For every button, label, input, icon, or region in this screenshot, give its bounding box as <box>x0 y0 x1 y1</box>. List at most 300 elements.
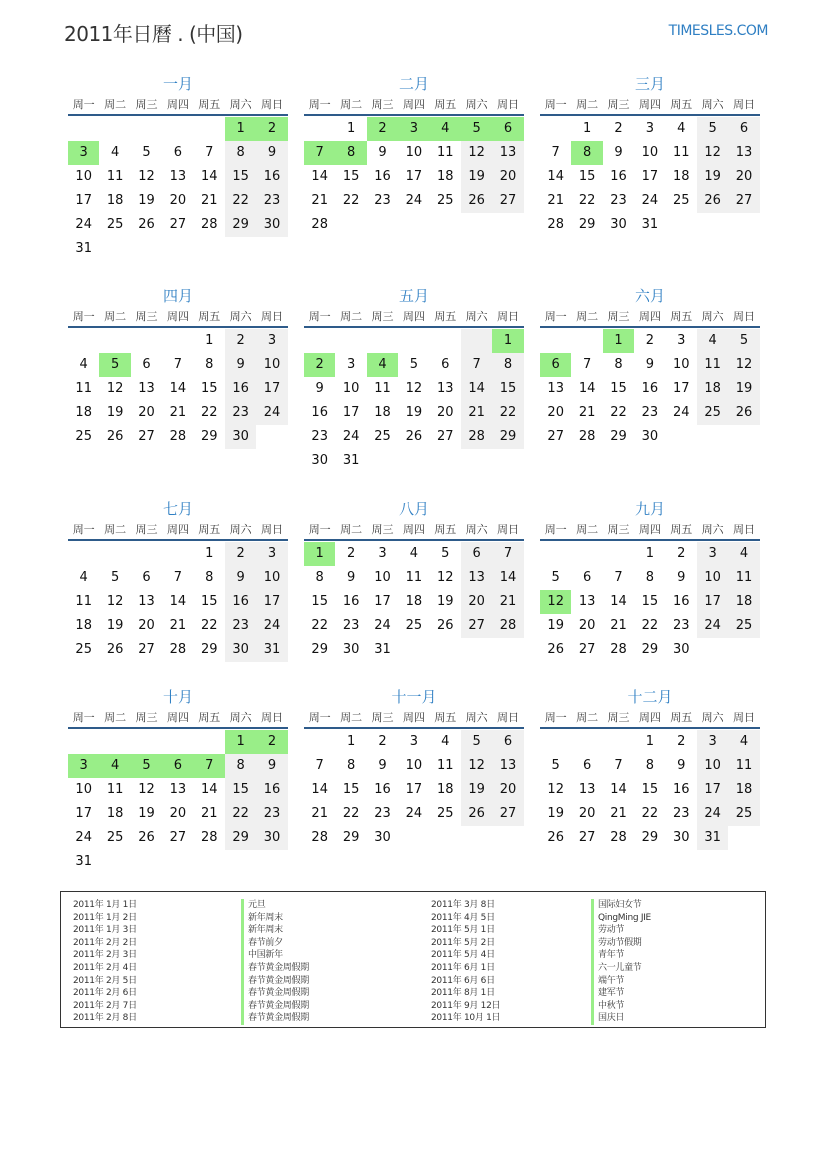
day-cell: 4 <box>677 121 686 136</box>
legend-holiday-name: 春节黄金周假期 <box>241 1012 309 1025</box>
empty-cell <box>256 850 287 874</box>
day-cell: 23 <box>672 618 690 633</box>
week-row <box>304 614 524 638</box>
weekday-label: 周六 <box>701 98 724 111</box>
week-row <box>68 141 288 165</box>
day-cell: 15 <box>225 165 256 189</box>
empty-cell <box>131 117 162 141</box>
empty-cell <box>99 730 130 754</box>
day-cell: 5 <box>697 117 728 141</box>
weekday-label: 周三 <box>135 711 158 724</box>
empty-cell <box>571 730 602 754</box>
day-cell: 29 <box>578 217 596 232</box>
week-row <box>68 189 288 213</box>
day-cell: 1 <box>645 734 654 749</box>
day-cell: 29 <box>200 642 218 657</box>
weekday-header <box>540 307 760 328</box>
day-cell: 26 <box>405 429 423 444</box>
day-cell: 17 <box>374 594 391 609</box>
empty-cell <box>335 329 366 353</box>
weekday-label: 周三 <box>607 310 630 323</box>
day-cell: 11 <box>728 566 759 590</box>
week-row <box>304 566 524 590</box>
week-row <box>304 141 524 165</box>
weekday-label: 周二 <box>340 310 363 323</box>
day-cell: 28 <box>547 217 564 232</box>
empty-cell <box>398 449 429 473</box>
day-cell: 20 <box>169 193 187 208</box>
day-cell: 15 <box>200 381 218 396</box>
day-cell: 19 <box>461 778 492 802</box>
week-row <box>540 353 760 377</box>
day-cell: 22 <box>200 618 218 633</box>
day-cell: 3 <box>697 730 728 754</box>
legend-holiday-name: 春节黄金周假期 <box>241 1000 309 1013</box>
day-cell: 10 <box>374 570 391 585</box>
day-cell: 25 <box>436 193 454 208</box>
day-cell: 6 <box>582 758 592 773</box>
day-cell: 26 <box>461 189 492 213</box>
day-cell: 14 <box>200 169 218 184</box>
day-cell: 18 <box>374 405 391 420</box>
day-cell: 21 <box>492 590 523 614</box>
weekday-label: 周五 <box>670 523 693 536</box>
day-cell: 4 <box>367 353 398 377</box>
day-cell: 4 <box>99 754 130 778</box>
weekday-label: 周一 <box>308 98 331 111</box>
day-cell: 14 <box>311 782 328 797</box>
weekday-label: 周二 <box>104 523 127 536</box>
week-row <box>540 542 760 566</box>
weekday-label: 周一 <box>72 310 95 323</box>
day-cell: 11 <box>106 782 124 797</box>
month-name: 二月 <box>398 75 429 93</box>
month-name: 六月 <box>634 287 665 305</box>
day-cell: 31 <box>697 826 728 850</box>
day-cell: 31 <box>75 854 92 869</box>
day-cell: 7 <box>582 357 592 372</box>
day-cell: 14 <box>547 169 564 184</box>
empty-cell <box>430 449 461 473</box>
day-cell: 8 <box>571 141 602 165</box>
day-cell: 24 <box>641 193 659 208</box>
day-cell: 26 <box>436 618 454 633</box>
empty-cell <box>99 542 130 566</box>
legend-date: 2011年 3月 8日 <box>431 900 495 910</box>
empty-cell <box>571 329 602 353</box>
day-cell: 10 <box>697 754 728 778</box>
day-cell: 4 <box>430 117 461 141</box>
month-name: 十月 <box>162 688 193 706</box>
weekday-label: 周日 <box>497 310 520 323</box>
day-cell: 13 <box>138 594 155 609</box>
weekday-label: 周六 <box>701 310 724 323</box>
weekday-label: 周四 <box>166 711 189 724</box>
day-cell: 17 <box>697 778 728 802</box>
weekday-label: 周五 <box>434 310 457 323</box>
weekday-header <box>540 520 760 541</box>
day-cell: 6 <box>441 357 450 372</box>
weekday-label: 周二 <box>104 310 127 323</box>
week-row <box>304 754 524 778</box>
day-cell: 8 <box>645 758 654 773</box>
day-cell: 9 <box>315 381 324 396</box>
day-cell: 15 <box>311 594 328 609</box>
day-cell: 3 <box>346 357 356 372</box>
day-cell: 13 <box>169 782 187 797</box>
weekday-label: 周四 <box>166 310 189 323</box>
week-row <box>304 590 524 614</box>
day-cell: 19 <box>697 165 728 189</box>
legend-names-column <box>241 899 309 1025</box>
day-cell: 4 <box>728 542 759 566</box>
day-cell: 27 <box>436 429 454 444</box>
weekday-label: 周日 <box>261 711 284 724</box>
weekday-label: 周五 <box>198 310 221 323</box>
day-cell: 10 <box>672 357 690 372</box>
day-cell: 21 <box>169 405 187 420</box>
day-cell: 15 <box>492 377 523 401</box>
day-cell: 11 <box>728 754 759 778</box>
empty-cell <box>99 117 130 141</box>
legend-holiday-name: 新年周末 <box>241 912 309 925</box>
day-cell: 9 <box>677 570 686 585</box>
day-cell: 12 <box>405 381 423 396</box>
day-cell: 26 <box>138 217 155 232</box>
legend-holiday-name: 六一儿童节 <box>591 962 651 975</box>
day-cell: 2 <box>645 333 654 348</box>
day-cell: 24 <box>672 405 690 420</box>
day-cell: 3 <box>697 542 728 566</box>
day-cell: 1 <box>346 121 356 136</box>
day-cell: 16 <box>225 590 256 614</box>
day-cell: 29 <box>492 425 523 449</box>
weekday-label: 周四 <box>402 310 425 323</box>
legend-date: 2011年 2月 4日 <box>73 962 137 973</box>
month-name: 十二月 <box>627 688 673 706</box>
day-cell: 26 <box>106 642 124 657</box>
day-cell: 18 <box>106 806 124 821</box>
day-cell: 20 <box>169 806 187 821</box>
day-cell: 20 <box>436 405 454 420</box>
day-cell: 16 <box>374 169 391 184</box>
legend-date: 2011年 1月 2日 <box>73 912 137 923</box>
day-cell: 12 <box>106 594 124 609</box>
day-cell: 6 <box>142 357 151 372</box>
week-row <box>304 778 524 802</box>
day-cell: 5 <box>551 758 560 773</box>
legend-holiday-name: 中国新年 <box>241 949 309 962</box>
legend-date: 2011年 6月 1日 <box>431 962 495 973</box>
day-cell: 8 <box>614 357 623 372</box>
weekday-label: 周二 <box>340 523 363 536</box>
day-cell: 5 <box>461 117 492 141</box>
weekday-label: 周三 <box>371 523 394 536</box>
week-row <box>540 614 760 638</box>
weekday-label: 周三 <box>135 523 158 536</box>
day-cell: 20 <box>492 778 523 802</box>
day-cell: 28 <box>461 425 492 449</box>
day-cell: 9 <box>614 145 623 160</box>
week-row <box>540 117 760 141</box>
day-cell: 27 <box>578 830 596 845</box>
day-cell: 5 <box>409 357 418 372</box>
weekday-label: 周六 <box>229 711 252 724</box>
weekday-label: 周四 <box>402 523 425 536</box>
week-row <box>304 329 524 353</box>
weekday-label: 周五 <box>198 711 221 724</box>
week-row <box>68 353 288 377</box>
day-cell: 21 <box>547 193 564 208</box>
day-cell: 8 <box>315 570 324 585</box>
day-cell: 27 <box>492 802 523 826</box>
month-2 <box>304 73 524 237</box>
day-cell: 17 <box>405 169 423 184</box>
day-cell: 8 <box>225 141 256 165</box>
empty-cell <box>398 213 429 237</box>
empty-cell <box>666 425 697 449</box>
day-cell: 24 <box>374 618 391 633</box>
week-row <box>68 566 288 590</box>
day-cell: 13 <box>728 141 759 165</box>
day-cell: 16 <box>342 594 360 609</box>
day-cell: 24 <box>697 802 728 826</box>
day-cell: 11 <box>374 381 391 396</box>
weekday-label: 周一 <box>308 310 331 323</box>
week-row <box>540 802 760 826</box>
weekday-label: 周四 <box>638 310 661 323</box>
legend-dates-column <box>431 899 500 1025</box>
day-cell: 23 <box>672 806 690 821</box>
day-cell: 22 <box>342 193 360 208</box>
brand-link[interactable]: TIMESLES.COM <box>668 23 768 39</box>
week-row <box>68 590 288 614</box>
weekday-label: 周六 <box>465 98 488 111</box>
empty-cell <box>162 850 193 874</box>
weekday-label: 周四 <box>402 711 425 724</box>
day-cell: 27 <box>138 642 155 657</box>
day-cell: 14 <box>200 782 218 797</box>
weekday-label: 周六 <box>701 523 724 536</box>
weekday-label: 周日 <box>497 523 520 536</box>
weekday-label: 周二 <box>576 523 599 536</box>
month-1 <box>68 73 288 261</box>
day-cell: 30 <box>641 429 659 444</box>
weekday-label: 周日 <box>497 98 520 111</box>
day-cell: 23 <box>610 193 627 208</box>
day-cell: 13 <box>436 381 454 396</box>
week-row <box>540 638 760 662</box>
weekday-label: 周一 <box>72 523 95 536</box>
day-cell: 10 <box>405 145 423 160</box>
day-cell: 1 <box>492 329 523 353</box>
day-cell: 5 <box>131 754 162 778</box>
week-row <box>540 401 760 425</box>
weekday-label: 周六 <box>465 310 488 323</box>
weekday-header <box>68 307 288 328</box>
weekday-label: 周六 <box>229 98 252 111</box>
empty-cell <box>728 826 759 850</box>
weekday-label: 周三 <box>607 98 630 111</box>
day-cell: 11 <box>672 145 690 160</box>
week-row <box>68 329 288 353</box>
month-name: 十一月 <box>391 688 437 706</box>
day-cell: 18 <box>405 594 423 609</box>
legend-dates-column <box>73 899 137 1025</box>
day-cell: 1 <box>205 546 214 561</box>
day-cell: 24 <box>75 217 92 232</box>
day-cell: 16 <box>374 782 391 797</box>
day-cell: 25 <box>75 642 92 657</box>
week-row <box>304 826 524 850</box>
day-cell: 15 <box>342 782 360 797</box>
weekday-label: 周六 <box>465 523 488 536</box>
day-cell: 7 <box>205 145 214 160</box>
day-cell: 13 <box>578 782 596 797</box>
month-4 <box>68 285 288 449</box>
legend-holiday-name: 劳动节 <box>591 924 651 937</box>
day-cell: 20 <box>578 806 596 821</box>
day-cell: 19 <box>547 806 564 821</box>
day-cell: 21 <box>461 401 492 425</box>
day-cell: 25 <box>405 618 423 633</box>
day-cell: 12 <box>106 381 124 396</box>
day-cell: 9 <box>256 141 287 165</box>
weekday-label: 周一 <box>72 711 95 724</box>
weekday-label: 周三 <box>371 98 394 111</box>
weekday-label: 周四 <box>638 523 661 536</box>
empty-cell <box>571 542 602 566</box>
day-cell: 9 <box>677 758 686 773</box>
day-cell: 5 <box>142 145 151 160</box>
day-cell: 30 <box>374 830 391 845</box>
empty-cell <box>194 850 225 874</box>
empty-cell <box>68 117 99 141</box>
day-cell: 22 <box>641 806 659 821</box>
empty-cell <box>430 329 461 353</box>
legend-date: 2011年 5月 2日 <box>431 937 495 948</box>
day-cell: 4 <box>79 357 88 372</box>
day-cell: 27 <box>547 429 564 444</box>
day-cell: 8 <box>492 353 523 377</box>
legend-date: 2011年 4月 5日 <box>431 912 495 923</box>
day-cell: 16 <box>256 778 287 802</box>
week-row <box>68 638 288 662</box>
day-cell: 22 <box>342 806 360 821</box>
day-cell: 20 <box>492 165 523 189</box>
empty-cell <box>697 213 728 237</box>
week-row <box>68 614 288 638</box>
month-name: 七月 <box>162 500 193 518</box>
day-cell: 2 <box>614 121 623 136</box>
day-cell: 2 <box>304 353 335 377</box>
empty-cell <box>162 329 193 353</box>
legend-holiday-name: 青年节 <box>591 949 651 962</box>
weekday-header <box>540 708 760 729</box>
day-cell: 2 <box>367 117 398 141</box>
day-cell: 6 <box>461 542 492 566</box>
legend-holiday-name: 劳动节假期 <box>591 937 651 950</box>
weekday-label: 周四 <box>166 98 189 111</box>
week-row <box>68 778 288 802</box>
month-11 <box>304 686 524 850</box>
day-cell: 27 <box>728 189 759 213</box>
day-cell: 23 <box>374 806 391 821</box>
day-cell: 4 <box>409 546 418 561</box>
day-cell: 24 <box>342 429 360 444</box>
day-cell: 21 <box>610 806 627 821</box>
day-cell: 29 <box>641 642 659 657</box>
day-cell: 19 <box>138 193 155 208</box>
legend-holiday-name: QingMing JIE <box>591 912 651 925</box>
day-cell: 25 <box>106 830 124 845</box>
day-cell: 24 <box>256 614 287 638</box>
week-row <box>68 237 288 261</box>
day-cell: 15 <box>641 782 659 797</box>
day-cell: 9 <box>256 754 287 778</box>
empty-cell <box>367 449 398 473</box>
week-row <box>540 566 760 590</box>
day-cell: 19 <box>436 594 454 609</box>
day-cell: 23 <box>641 405 659 420</box>
day-cell: 3 <box>398 117 429 141</box>
page-title: 2011年日曆 . (中国) <box>64 22 243 46</box>
day-cell: 10 <box>697 566 728 590</box>
day-cell: 4 <box>728 730 759 754</box>
weekday-label: 周二 <box>340 711 363 724</box>
day-cell: 23 <box>256 189 287 213</box>
day-cell: 4 <box>441 734 450 749</box>
weekday-label: 周三 <box>135 98 158 111</box>
legend-names-column <box>591 899 651 1025</box>
day-cell: 10 <box>641 145 659 160</box>
legend-holiday-name: 端午节 <box>591 975 651 988</box>
day-cell: 11 <box>75 594 92 609</box>
day-cell: 18 <box>728 778 759 802</box>
legend-holiday-name: 元旦 <box>241 899 309 912</box>
day-cell: 13 <box>578 594 596 609</box>
empty-cell <box>430 826 461 850</box>
empty-cell <box>162 117 193 141</box>
weekday-label: 周五 <box>198 98 221 111</box>
legend-date: 2011年 1月 1日 <box>73 900 137 910</box>
weekday-label: 周三 <box>135 310 158 323</box>
weekday-header <box>304 520 524 541</box>
day-cell: 21 <box>610 618 627 633</box>
day-cell: 10 <box>256 353 287 377</box>
day-cell: 31 <box>374 642 391 657</box>
weekday-label: 周五 <box>434 98 457 111</box>
day-cell: 25 <box>697 401 728 425</box>
day-cell: 8 <box>205 570 214 585</box>
day-cell: 8 <box>335 141 366 165</box>
legend-date: 2011年 2月 7日 <box>73 1000 137 1011</box>
legend-holiday-name: 春节黄金周假期 <box>241 987 309 1000</box>
day-cell: 5 <box>110 570 120 585</box>
day-cell: 1 <box>225 730 256 754</box>
legend-date: 2011年 9月 12日 <box>431 1000 501 1011</box>
day-cell: 19 <box>547 618 564 633</box>
week-row <box>540 826 760 850</box>
week-row <box>304 638 524 662</box>
day-cell: 13 <box>492 754 523 778</box>
day-cell: 23 <box>225 614 256 638</box>
empty-cell <box>430 638 461 662</box>
day-cell: 6 <box>582 570 592 585</box>
week-row <box>540 213 760 237</box>
legend-holiday-name: 国际妇女节 <box>591 899 651 912</box>
day-cell: 16 <box>256 165 287 189</box>
